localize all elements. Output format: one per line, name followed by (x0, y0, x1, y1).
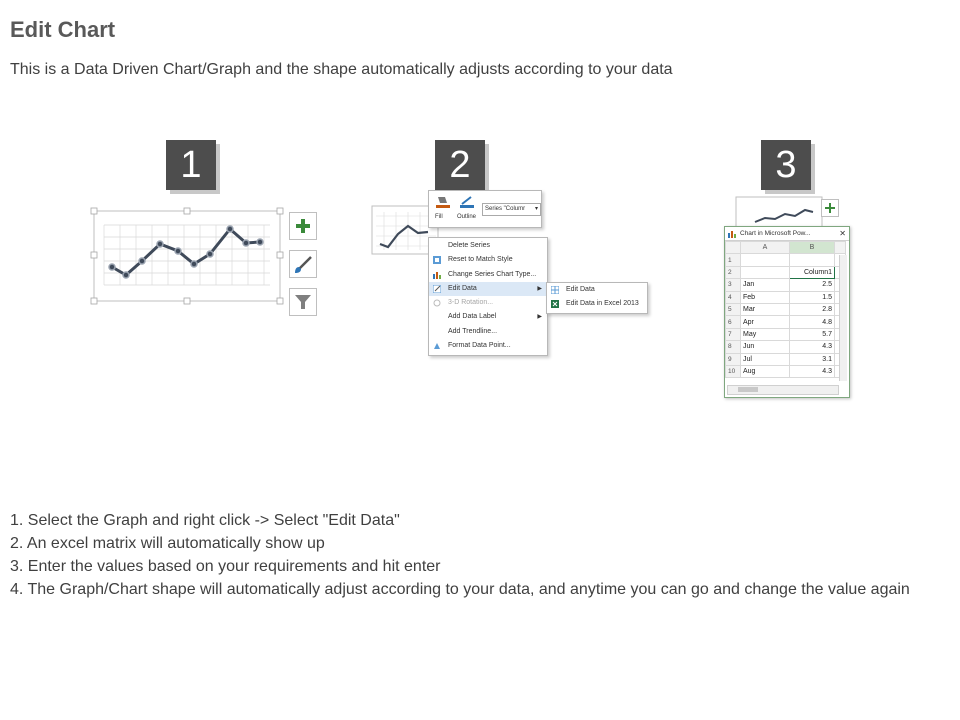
table-row: 10 Aug 4.3 (726, 365, 846, 377)
menu-item-label: Delete Series (448, 242, 491, 249)
submenu-arrow-icon: ▶ (537, 285, 542, 292)
table-row: 2 Column1 (726, 266, 846, 278)
menu-item-label: Add Trendline... (448, 327, 498, 335)
chart-filters-button[interactable] (289, 288, 317, 316)
excel-datasheet-window[interactable] (724, 226, 850, 398)
instructions (10, 509, 940, 601)
step-badge-1: 1 (166, 140, 216, 190)
context-menu (428, 237, 548, 356)
submenu-item-edit-data[interactable] (547, 283, 647, 297)
menu-item-delete-series[interactable] (429, 239, 547, 253)
delete-icon (433, 242, 441, 250)
selected-cell[interactable]: Column1 (790, 266, 835, 278)
submenu-item-label: Edit Data in Excel 2013 (566, 300, 639, 308)
menu-item-label: Edit Data (448, 284, 477, 292)
filter-icon (290, 289, 316, 315)
horizontal-scrollbar[interactable] (727, 385, 839, 395)
submenu-arrow-icon: ▶ (537, 314, 542, 321)
fill-icon[interactable] (435, 195, 451, 209)
menu-item-label: 3-D Rotation... (448, 299, 494, 307)
close-icon[interactable]: ✕ (839, 229, 846, 238)
table-row: 4 Feb 1.5 (726, 291, 846, 303)
table-row: 5 Mar 2.8 (726, 303, 846, 315)
menu-item-format-data-point[interactable] (429, 339, 547, 353)
menu-item-label: Change Series Chart Type... (448, 270, 537, 278)
series-dropdown-value: Series "Columr (485, 206, 526, 212)
mini-toolbar (428, 190, 542, 228)
chart-icon (728, 230, 736, 238)
excel-title: Chart in Microsoft Pow... (740, 230, 811, 237)
column-header-a[interactable]: A (741, 242, 790, 254)
chart-styles-button[interactable] (289, 250, 317, 278)
reset-icon (433, 256, 441, 264)
menu-item-reset-style[interactable] (429, 253, 547, 267)
series-dropdown[interactable] (482, 203, 541, 216)
vertical-scrollbar[interactable] (839, 255, 847, 381)
column-header-row (726, 242, 846, 254)
fill-label: Fill (435, 214, 443, 220)
brush-icon (290, 251, 316, 277)
plus-icon (822, 200, 838, 216)
menu-item-add-trendline[interactable] (429, 325, 547, 339)
excel-titlebar (725, 227, 849, 241)
menu-item-change-chart-type[interactable] (429, 268, 547, 282)
mini-chart-behind (735, 196, 823, 228)
table-row: 3 Jan 2.5 (726, 279, 846, 291)
chevron-down-icon: ▾ (534, 206, 538, 212)
excel-grid (725, 241, 846, 378)
menu-item-add-data-label[interactable] (429, 310, 547, 324)
format-icon (433, 342, 441, 350)
instruction-step-4: 4. The Graph/Chart shape will automatically adjust according to your data, and anytime you can go and change the value again (10, 581, 910, 598)
edit-data-icon (433, 285, 441, 293)
plus-icon (290, 213, 316, 239)
step-badge-3: 3 (761, 140, 811, 190)
instruction-step-3: 3. Enter the values based on your requirements and hit enter (10, 558, 441, 575)
outline-icon[interactable] (459, 195, 475, 209)
chart-elements-button[interactable] (289, 212, 317, 240)
table-row: 9 Jul 3.1 (726, 353, 846, 365)
instruction-step-1: 1. Select the Graph and right click -> Select "Edit Data" (10, 512, 400, 529)
column-header-b[interactable]: B (790, 242, 835, 254)
submenu-item-label: Edit Data (566, 286, 595, 293)
instruction-step-2: 2. An excel matrix will automatically show up (10, 535, 325, 552)
scrollbar-thumb[interactable] (738, 387, 758, 392)
page-subtitle: This is a Data Driven Chart/Graph and the shape automatically adjusts according to your data (10, 61, 673, 78)
outline-label: Outline (457, 214, 477, 220)
chart-type-icon (433, 271, 441, 279)
rotation-icon (433, 299, 441, 307)
table-icon (551, 286, 559, 294)
table-row: 1 (726, 254, 846, 266)
table-row: 7 May 5.7 (726, 328, 846, 340)
chart-elements-button-small[interactable] (821, 199, 839, 217)
menu-item-3d-rotation[interactable] (429, 296, 547, 310)
table-row: 6 Apr 4.8 (726, 316, 846, 328)
menu-item-label: Format Data Point... (448, 342, 511, 350)
edit-data-submenu (546, 282, 648, 314)
selected-chart[interactable] (90, 207, 284, 305)
menu-item-label: Reset to Match Style (448, 256, 513, 264)
step-badge-2: 2 (435, 140, 485, 190)
table-row: 8 Jun 4.3 (726, 341, 846, 353)
menu-item-edit-data[interactable] (429, 282, 547, 296)
menu-item-label: Add Data Label (448, 313, 497, 321)
submenu-item-edit-in-excel[interactable] (547, 297, 647, 311)
excel-icon (551, 300, 559, 308)
page-title: Edit Chart (10, 17, 116, 42)
